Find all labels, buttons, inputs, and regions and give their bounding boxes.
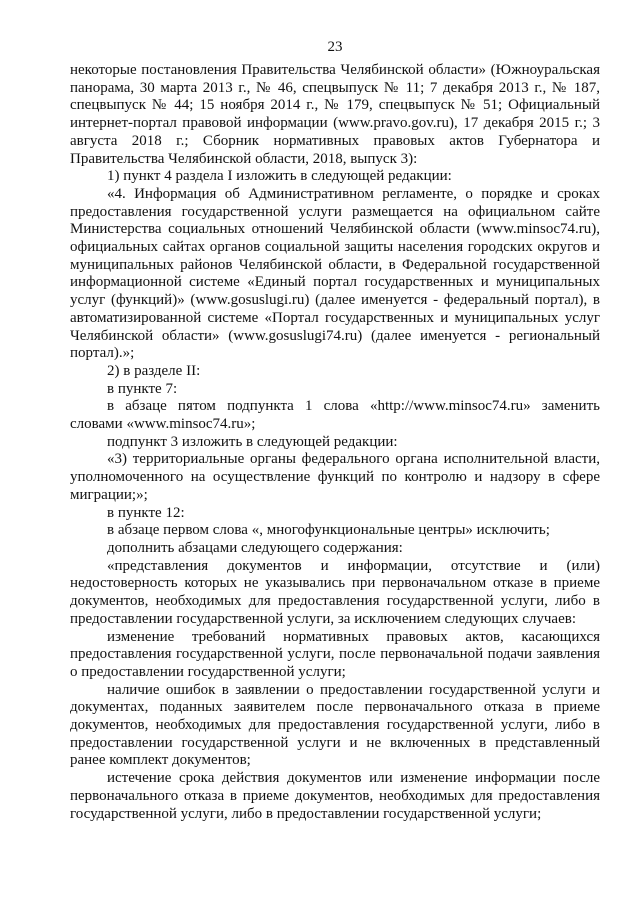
page-number: 23	[327, 39, 343, 55]
paragraph-item-1: 1) пункт 4 раздела I изложить в следующей редакции:	[107, 168, 452, 185]
paragraph-subpoint-3-text: «3) территориальные органы федерального органа исполнительной власти, уполномоченного на осуществление функций по контролю и надзору в сфере миграции;»;	[70, 451, 600, 503]
paragraph-exclude-words: в абзаце первом слова «, многофункциональные центры» исключить;	[107, 522, 550, 539]
paragraph-intro: некоторые постановления Правительства Челябинской области» (Южноуральская панорама, 30 марта 2013 г., № 46, спецвыпуск № 11; 7 декабря 2013 г., № 187, спецвыпуск № 44; 15 ноября 2014 г., № 179, спецвыпуск № 51; Официальный интернет-портал правовой информации (www.pravo.gov.ru), 17 декабря 2015 г.; 3 августа 2018 г.; Сборник нормативных правовых актов Губернатора и Правительства Челябинской области, 2018, выпуск 3):	[70, 62, 600, 167]
paragraph-point-12: в пункте 12:	[107, 504, 185, 521]
paragraph-point-7: в пункте 7:	[107, 380, 178, 397]
paragraph-errors: наличие ошибок в заявлении о предоставлении государственной услуги и документах, поданных заявителем после первоначального отказа в приеме документов, необходимых для предоставления государственной услуги, либо в предоставлении государственной услуги и не включенных в представленный ранее комплект документов;	[70, 681, 600, 769]
paragraph-item-2: 2) в разделе II:	[107, 362, 201, 379]
paragraph-replace-words: в абзаце пятом подпункта 1 слова «http://www.minsoc74.ru» заменить словами «www.minsoc74.ru»;	[70, 398, 600, 433]
paragraph-expiry: истечение срока действия документов или изменение информации после первоначального отказа в приеме документов, необходимых для предоставления государственной услуги, либо в предоставлении государственной услуги;	[70, 770, 600, 822]
paragraph-subpoint-3: подпункт 3 изложить в следующей редакции:	[107, 433, 398, 450]
paragraph-change-requirements: изменение требований нормативных правовых актов, касающихся предоставления государственной услуги, после первоначальной подачи заявления о предоставлении государственной услуги;	[70, 628, 600, 680]
paragraph-documents-info: «представления документов и информации, отсутствие и (или) недостоверность которых не указывались при первоначальном отказе в приеме документов, необходимых для предоставления государственной услуги, либо в предоставлении государственной услуги, за исключением следующих случаев:	[70, 557, 600, 627]
paragraph-quote-4: «4. Информация об Административном регламенте, о порядке и сроках предоставления государственной услуги размещается на официальном сайте Министерства социальных отношений Челябинской области (www.minsoc74.ru), официальных сайтах органов социальной защиты населения городских округов и муниципальных районов Челябинской области, в Федеральной государственной информационной системе «Единый портал государственных и муниципальных услуг (функций)» (www.gosuslugi.ru) (далее именуется - федеральный портал), в автоматизированной системе «Портал государственных и муниципальных услуг Челябинской области» (www.gosuslugi74.ru) (далее именуется - региональный портал).»;	[70, 185, 600, 362]
document-body	[70, 62, 600, 823]
paragraph-add-clauses: дополнить абзацами следующего содержания:	[107, 539, 403, 556]
